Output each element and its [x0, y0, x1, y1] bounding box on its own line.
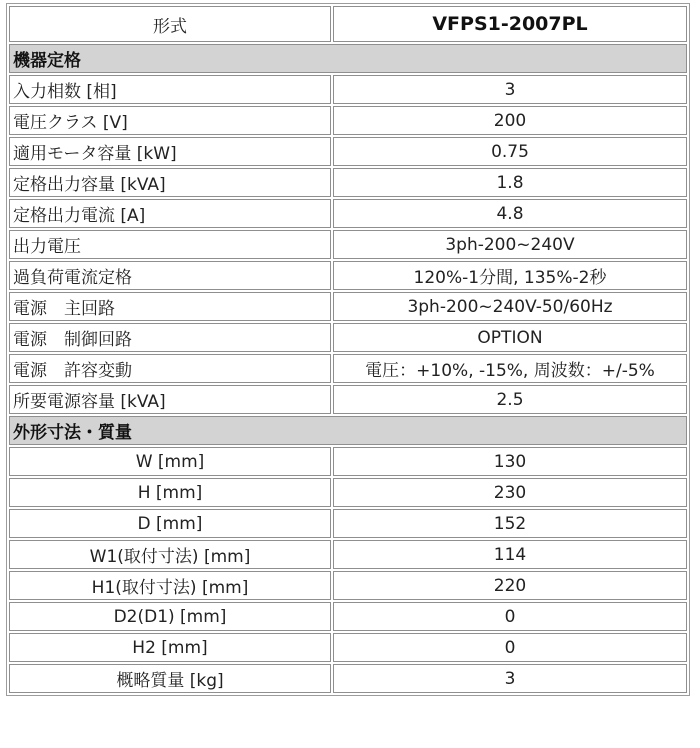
spec-label: H1(取付寸法) [mm] — [9, 571, 331, 600]
table-row — [9, 447, 687, 476]
spec-label: W [mm] — [9, 447, 331, 476]
table-row — [9, 199, 687, 228]
spec-value: 1.8 — [333, 168, 687, 197]
spec-label: 定格出力電流 [A] — [9, 199, 331, 228]
table-row — [9, 230, 687, 259]
table-row — [9, 633, 687, 662]
table-row — [9, 168, 687, 197]
spec-value: 152 — [333, 509, 687, 538]
header-label: 形式 — [9, 6, 331, 42]
header-row — [9, 6, 687, 42]
section-title: 外形寸法・質量 — [9, 416, 687, 445]
table-row — [9, 571, 687, 600]
spec-value: 114 — [333, 540, 687, 569]
table-row — [9, 478, 687, 507]
spec-value: 3 — [333, 664, 687, 693]
table-row — [9, 106, 687, 135]
spec-table-body — [9, 6, 687, 693]
spec-value: 120%-1分間, 135%-2秒 — [333, 261, 687, 290]
table-row — [9, 509, 687, 538]
section-row — [9, 44, 687, 73]
spec-value: 0 — [333, 602, 687, 631]
spec-label: H2 [mm] — [9, 633, 331, 662]
section-row — [9, 416, 687, 445]
table-row — [9, 75, 687, 104]
spec-label: D2(D1) [mm] — [9, 602, 331, 631]
section-title: 機器定格 — [9, 44, 687, 73]
spec-label: 過負荷電流定格 — [9, 261, 331, 290]
spec-value: 3ph-200~240V-50/60Hz — [333, 292, 687, 321]
spec-label: H [mm] — [9, 478, 331, 507]
spec-value: 3 — [333, 75, 687, 104]
spec-label: 定格出力容量 [kVA] — [9, 168, 331, 197]
spec-table — [6, 3, 690, 696]
table-row — [9, 292, 687, 321]
spec-label: 電源 許容変動 — [9, 354, 331, 383]
table-row — [9, 664, 687, 693]
spec-value: OPTION — [333, 323, 687, 352]
table-row — [9, 261, 687, 290]
spec-value: 4.8 — [333, 199, 687, 228]
spec-label: 電源 主回路 — [9, 292, 331, 321]
spec-label: 概略質量 [kg] — [9, 664, 331, 693]
spec-label: 所要電源容量 [kVA] — [9, 385, 331, 414]
spec-value: 220 — [333, 571, 687, 600]
table-row — [9, 540, 687, 569]
spec-value: 2.5 — [333, 385, 687, 414]
spec-value: 0 — [333, 633, 687, 662]
spec-label: D [mm] — [9, 509, 331, 538]
model-name: VFPS1-2007PL — [333, 6, 687, 42]
spec-label: 電圧クラス [V] — [9, 106, 331, 135]
spec-value: 130 — [333, 447, 687, 476]
spec-label: 入力相数 [相] — [9, 75, 331, 104]
table-row — [9, 385, 687, 414]
spec-value: 3ph-200~240V — [333, 230, 687, 259]
table-row — [9, 323, 687, 352]
spec-label: W1(取付寸法) [mm] — [9, 540, 331, 569]
spec-label: 電源 制御回路 — [9, 323, 331, 352]
spec-value: 230 — [333, 478, 687, 507]
spec-value: 電圧：+10%, -15%, 周波数：+/-5% — [333, 354, 687, 383]
table-row — [9, 137, 687, 166]
table-row — [9, 354, 687, 383]
spec-label: 出力電圧 — [9, 230, 331, 259]
spec-label: 適用モータ容量 [kW] — [9, 137, 331, 166]
spec-value: 200 — [333, 106, 687, 135]
spec-value: 0.75 — [333, 137, 687, 166]
table-row — [9, 602, 687, 631]
